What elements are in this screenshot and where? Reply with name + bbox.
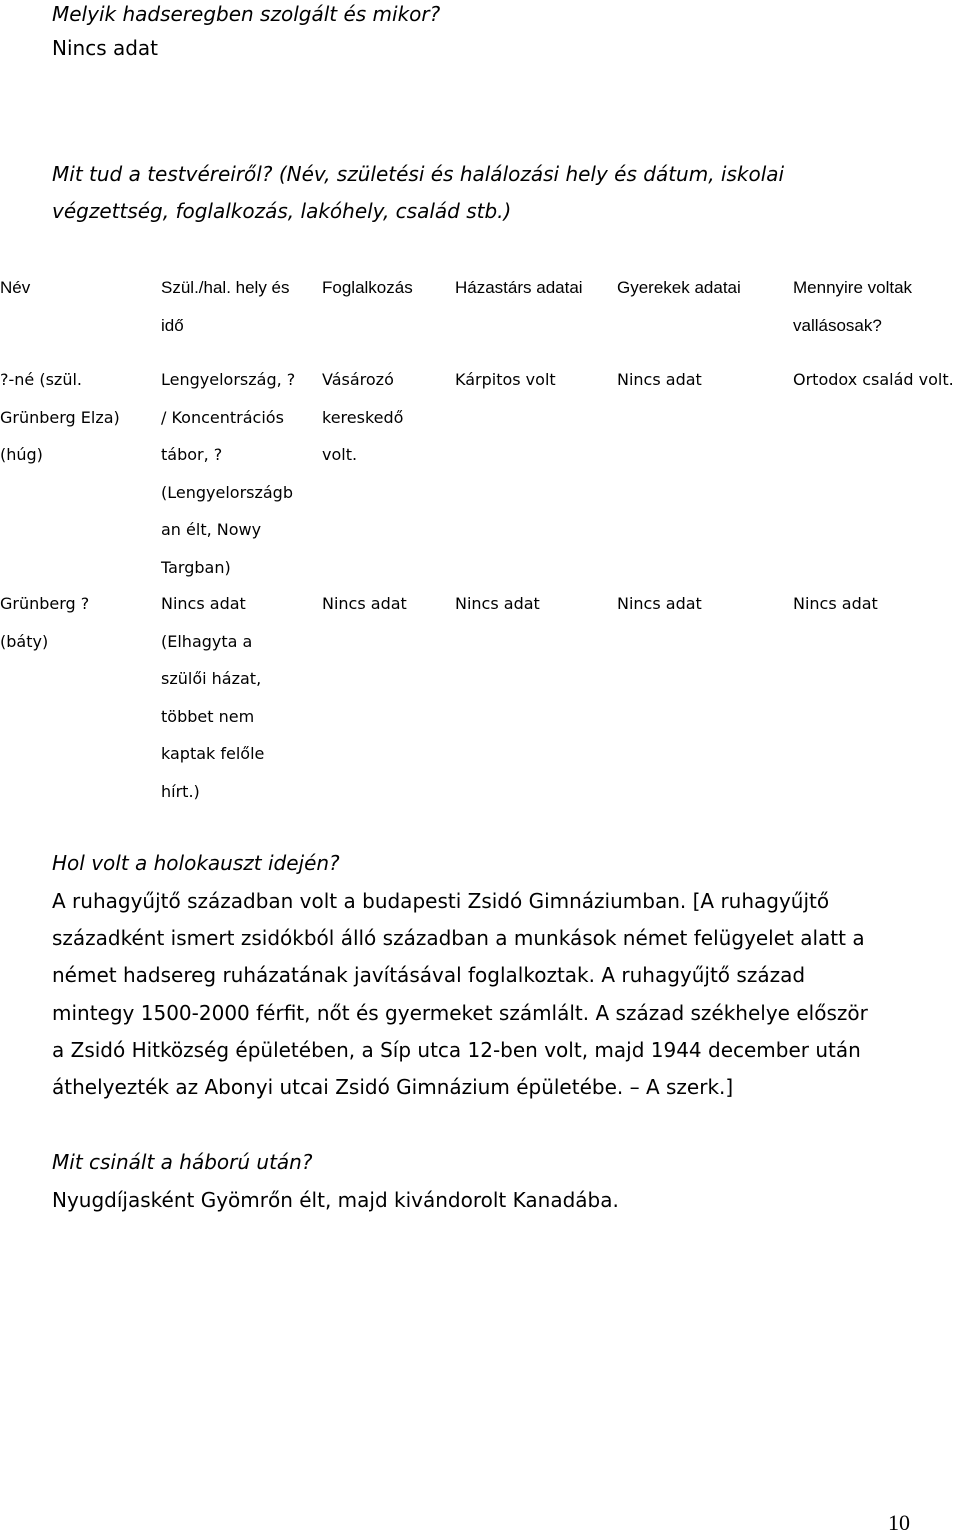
table-row-1-religiosity: Ortodox család volt. <box>793 370 954 389</box>
answer-holocaust-line-4: mintegy 1500-2000 férfit, nőt és gyermeket számlált. A század székhelye először <box>52 1001 868 1025</box>
answer-holocaust-line-6: áthelyezték az Abonyi utcai Zsidó Gimnázium épületébe. – A szerk.] <box>52 1075 734 1099</box>
header-religiosity: Mennyire voltak vallásosak? <box>793 278 913 335</box>
table-row-2-name: Grünberg ? (báty) <box>0 594 90 651</box>
question-siblings-line-1: Mit tud a testvéreiről? (Név, születési és halálozási hely és dátum, iskolai <box>52 162 785 186</box>
header-name: Név <box>0 278 31 297</box>
question-holocaust: Hol volt a holokauszt idején? <box>52 851 340 875</box>
answer-holocaust-line-1: A ruhagyűjtő században volt a budapesti Zsidó Gimnáziumban. [A ruhagyűjtő <box>52 889 830 913</box>
table-row-1-spouse: Kárpitos volt <box>455 370 556 389</box>
answer-after-war: Nyugdíjasként Gyömrőn élt, majd kivándorolt Kanadába. <box>52 1188 619 1212</box>
header-birth-death: Szül./hal. hely és idő <box>161 278 290 335</box>
answer-holocaust-line-5: a Zsidó Hitközség épületében, a Síp utca 12-ben volt, majd 1944 december után <box>52 1038 861 1062</box>
table-row-1-place: Lengyelország, ? / Koncentrációs tábor, ? (Lengyelországb an élt, Nowy Targban) <box>161 370 296 577</box>
table-row-1-children: Nincs adat <box>617 370 702 389</box>
table-row-1-name: ?-né (szül. Grünberg Elza) (húg) <box>0 370 120 464</box>
table-row-2-place: Nincs adat (Elhagyta a szülői házat, többet nem kaptak felőle hírt.) <box>161 594 265 801</box>
question-after-war: Mit csinált a háború után? <box>52 1150 313 1174</box>
header-children: Gyerekek adatai <box>617 278 741 297</box>
answer-holocaust-line-2: századként ismert zsidókból álló században a munkások német felügyelet alatt a <box>52 926 865 950</box>
table-row-2-children: Nincs adat <box>617 594 702 613</box>
answer-military: Nincs adat <box>52 36 159 60</box>
page-number: 10 <box>888 1510 910 1535</box>
header-occupation: Foglalkozás <box>322 278 413 297</box>
table-row-1-occupation: Vásározó kereskedő volt. <box>322 370 404 464</box>
table-row-2-spouse: Nincs adat <box>455 594 540 613</box>
question-siblings-line-2: végzettség, foglalkozás, lakóhely, család stb.) <box>52 199 512 223</box>
table-row-2-occupation: Nincs adat <box>322 594 407 613</box>
question-military: Melyik hadseregben szolgált és mikor? <box>52 2 441 26</box>
table-row-2-religiosity: Nincs adat <box>793 594 878 613</box>
header-spouse: Házastárs adatai <box>455 278 583 297</box>
answer-holocaust-line-3: német hadsereg ruházatának javításával foglalkoztak. A ruhagyűjtő század <box>52 963 806 987</box>
